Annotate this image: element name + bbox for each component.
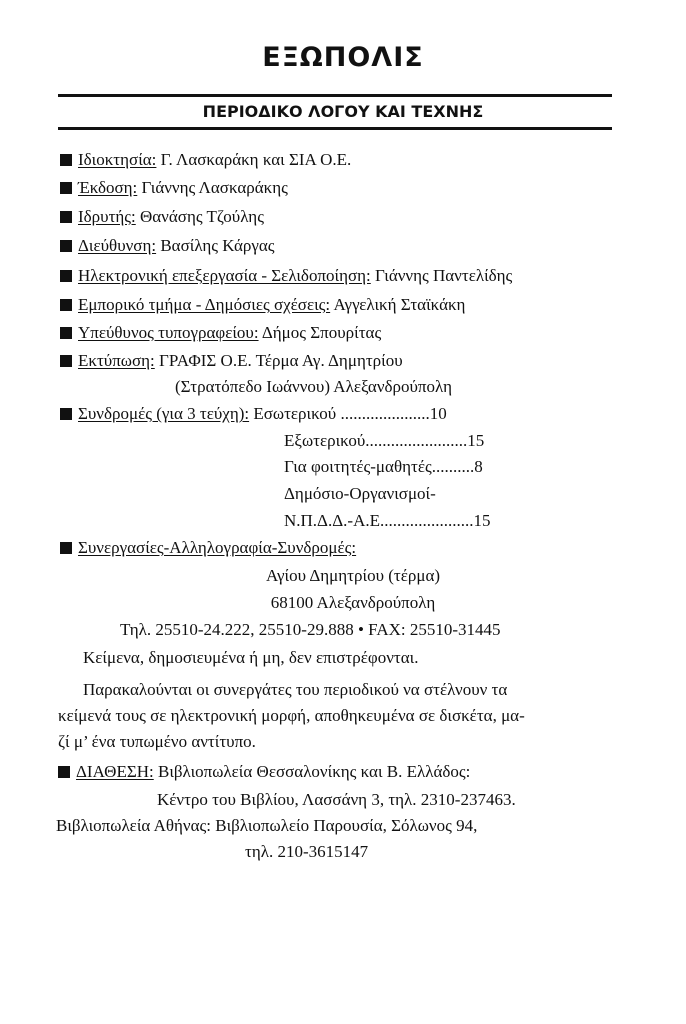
contact-paragraph-line: ζί μ’ ένα τυπωμένο αντίτυπο. [58, 732, 256, 751]
divider [58, 127, 612, 130]
credit-printing-address: (Στρατόπεδο Ιωάννου) Αλεξανδρούπολη [175, 377, 452, 396]
distribution-line: τηλ. 210-3615147 [245, 842, 369, 861]
credit-founder: Ιδρυτής: Θανάσης Τζούλης [60, 207, 264, 227]
bullet-icon [60, 355, 72, 367]
credit-director: Διεύθυνση: Βασίλης Κάργας [60, 236, 274, 256]
credit-layout: Ηλεκτρονική επεξεργασία - Σελιδοποίηση: Γιάννης Παντελίδης [60, 266, 512, 286]
bullet-icon [60, 542, 72, 554]
bullet-icon [60, 211, 72, 223]
magazine-subtitle: ΠΕΡΙΟΔΙΚΟ ΛΟΓΟΥ ΚΑΙ ΤΕΧΝΗΣ [202, 102, 484, 121]
bullet-icon [60, 182, 72, 194]
contact-note: Κείμενα, δημοσιευμένα ή μη, δεν επιστρέφονται. [83, 648, 419, 667]
subscription-row: Δημόσιο-Οργανισμοί- [284, 484, 436, 503]
subscriptions-heading: Συνδρομές (για 3 τεύχη): Εσωτερικού .....................10 [60, 404, 447, 424]
credit-commercial: Εμπορικό τμήμα - Δημόσιες σχέσεις: Αγγελική Σταϊκάκη [60, 295, 465, 315]
subscription-row: Για φοιτητές-μαθητές..........8 [284, 457, 483, 476]
contact-address-city: 68100 Αλεξανδρούπολη [270, 593, 436, 612]
distribution-line: Κέντρο του Βιβλίου, Λασσάνη 3, τηλ. 2310-237463. [157, 790, 516, 809]
bullet-icon [60, 299, 72, 311]
subscription-row: Εξωτερικού........................15 [284, 431, 485, 450]
contact-paragraph-line: Παρακαλούνται οι συνεργάτες του περιοδικού να στέλνουν τα [83, 680, 508, 699]
credit-printing: Εκτύπωση: ΓΡΑΦΙΣ Ο.Ε. Τέρμα Αγ. Δημητρίου [60, 351, 403, 371]
bullet-icon [60, 240, 72, 252]
bullet-icon [60, 408, 72, 420]
bullet-icon [60, 270, 72, 282]
credit-owner: Ιδιοκτησία: Γ. Λασκαράκη και ΣΙΑ Ο.Ε. [60, 150, 351, 170]
subscription-row: Ν.Π.Δ.Δ.-Α.Ε......................15 [284, 511, 491, 530]
contact-paragraph-line: κείμενά τους σε ηλεκτρονική μορφή, αποθηκευμένα σε δισκέτα, μα- [58, 706, 525, 725]
credit-publisher: Έκδοση: Γιάννης Λασκαράκης [60, 178, 288, 198]
contact-phones: Τηλ. 25510-24.222, 25510-29.888 • FAX: 25510-31445 [120, 620, 501, 639]
credit-printshop: Υπεύθυνος τυπογραφείου: Δήμος Σπουρίτας [60, 323, 381, 343]
contact-address-street: Αγίου Δημητρίου (τέρμα) [265, 566, 441, 585]
divider [58, 94, 612, 97]
distribution-heading: ΔΙΑΘΕΣΗ: Βιβλιοπωλεία Θεσσαλονίκης και Β. Ελλάδος: [58, 762, 470, 782]
bullet-icon [60, 327, 72, 339]
magazine-title: ΕΞΩΠΟΛΙΣ [262, 42, 424, 73]
distribution-line: Βιβλιοπωλεία Αθήνας: Βιβλιοπωλείο Παρουσία, Σόλωνος 94, [56, 816, 478, 835]
bullet-icon [58, 766, 70, 778]
bullet-icon [60, 154, 72, 166]
contact-heading: Συνεργασίες-Αλληλογραφία-Συνδρομές: [60, 538, 356, 558]
